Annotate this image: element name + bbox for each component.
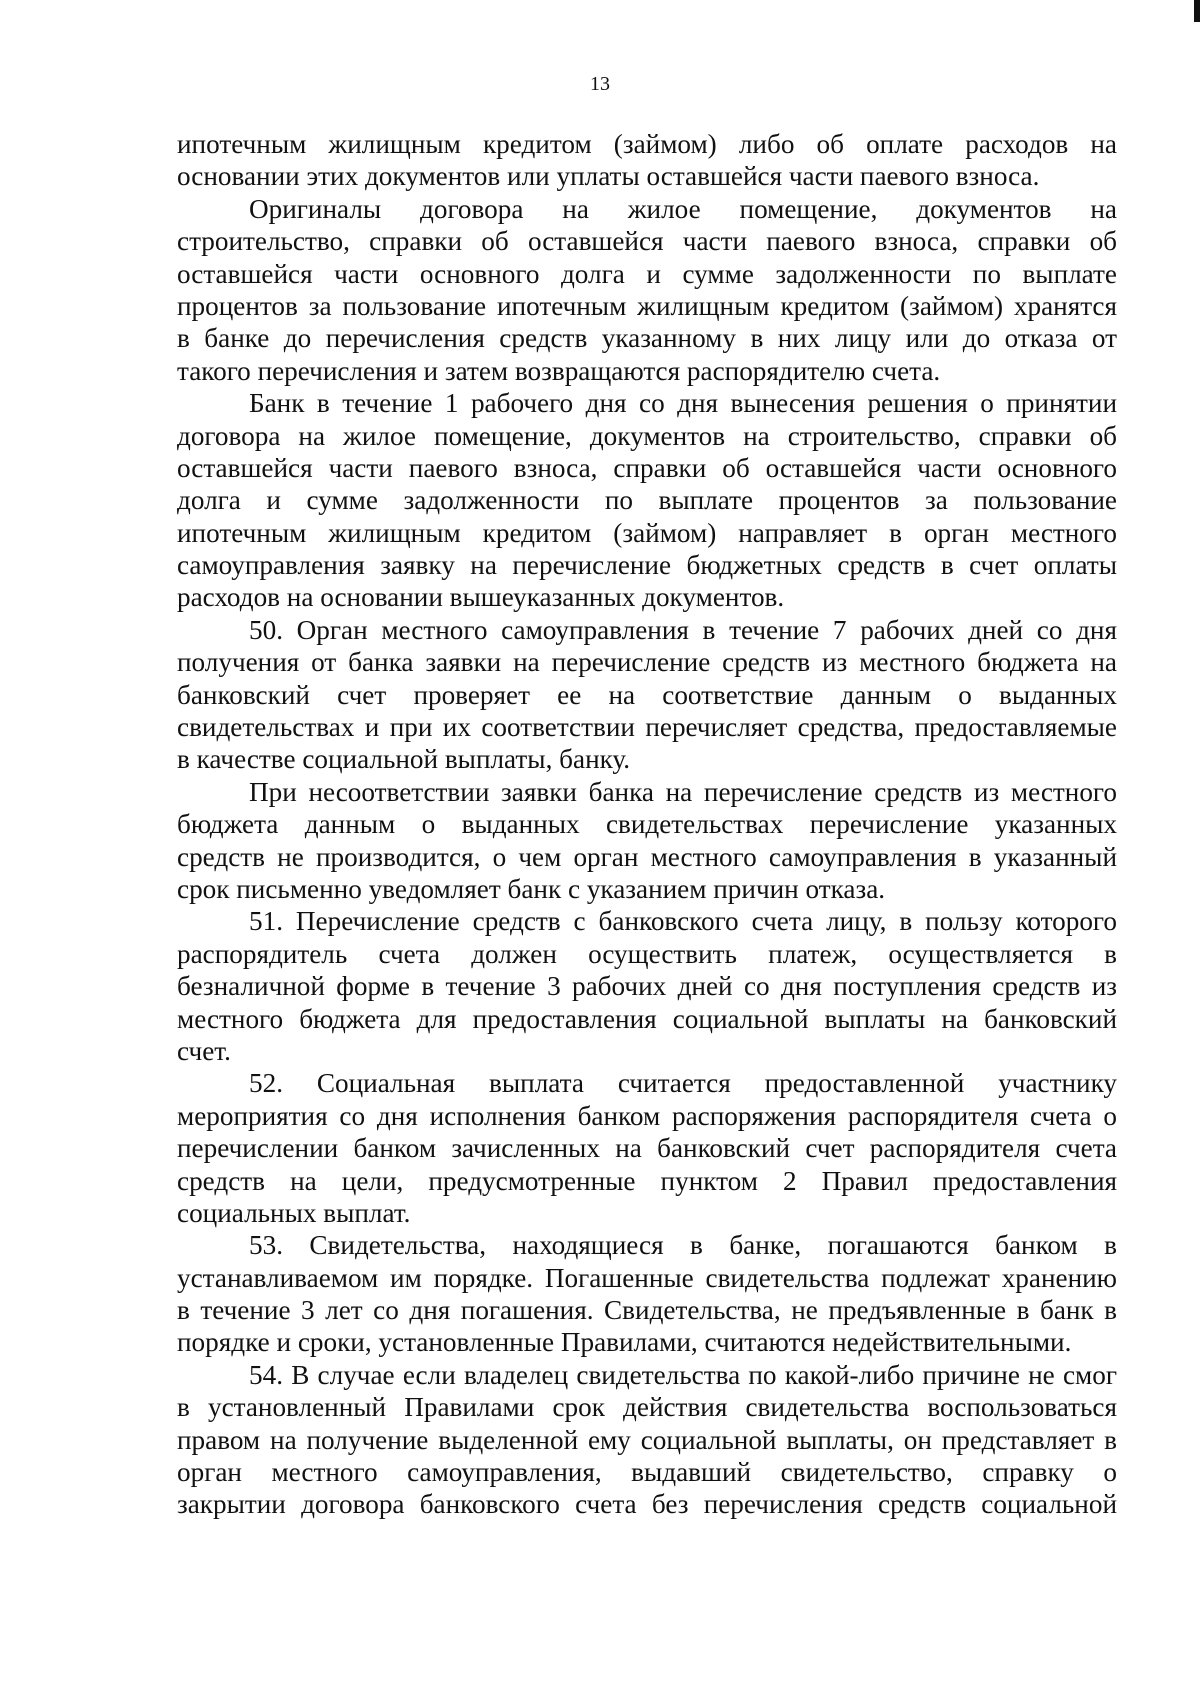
text-line: самоуправления заявку на перечисление бюджетных средств в счет оплаты [177, 550, 1117, 581]
document-body [177, 128, 1117, 1521]
text-line: долга и сумме задолженности по выплате процентов за пользование [177, 485, 1117, 516]
text-line: строительство, справки об оставшейся части паевого взноса, справки об [177, 226, 1117, 257]
text-line: банковский счет проверяет ее на соответствие данным о выданных [177, 679, 1117, 710]
text-line: расходов на основании вышеуказанных документов. [177, 582, 785, 613]
text-line: договора на жилое помещение, документов на строительство, справки об [177, 420, 1117, 451]
paragraph-item-51 [177, 905, 1117, 1067]
text-line: 52. Социальная выплата считается предоставленной участнику [249, 1068, 1117, 1099]
text-line: Банк в течение 1 рабочего дня со дня вынесения решения о принятии [249, 388, 1117, 419]
text-line: мероприятия со дня исполнения банком распоряжения распорядителя счета о [177, 1100, 1117, 1131]
paragraph-continuation [177, 128, 1117, 193]
text-line: порядке и сроки, установленные Правилами, считаются недействительными. [177, 1327, 1072, 1358]
text-line: в течение 3 лет со дня погашения. Свидетельства, не предъявленные в банк в [177, 1295, 1117, 1326]
text-line: орган местного самоуправления, выдавший свидетельство, справку о [177, 1457, 1117, 1488]
text-line: в установленный Правилами срок действия свидетельства воспользоваться [177, 1392, 1117, 1423]
paragraph-originals [177, 193, 1117, 387]
text-line: Оригиналы договора на жилое помещение, документов на [249, 193, 1117, 224]
text-line: такого перечисления и затем возвращаются распорядителю счета. [177, 355, 941, 386]
text-line: местного бюджета для предоставления социальной выплаты на банковский [177, 1003, 1117, 1034]
paragraph-item-50 [177, 614, 1117, 776]
text-line: ипотечным жилищным кредитом (займом) направляет в орган местного [177, 517, 1117, 548]
text-line: устанавливаемом им порядке. Погашенные свидетельства подлежат хранению [177, 1262, 1117, 1293]
paragraph-item-53 [177, 1229, 1117, 1359]
text-line: получения от банка заявки на перечисление средств из местного бюджета на [177, 647, 1117, 678]
text-line: перечислении банком зачисленных на банковский счет распорядителя счета [177, 1133, 1117, 1164]
scan-edge-mark [1194, 0, 1200, 22]
text-line: свидетельствах и при их соответствии перечисляет средства, предоставляемые [177, 712, 1117, 743]
text-line: распорядитель счета должен осуществить платеж, осуществляется в [177, 938, 1117, 969]
text-line: При несоответствии заявки банка на перечисление средств из местного [249, 776, 1117, 807]
text-line: оставшейся части основного долга и сумме задолженности по выплате [177, 258, 1117, 289]
text-line: безналичной форме в течение 3 рабочих дней со дня поступления средств из [177, 971, 1117, 1002]
paragraph-bank-request [177, 387, 1117, 614]
text-line: 53. Свидетельства, находящиеся в банке, погашаются банком в [249, 1230, 1117, 1261]
text-line: в банке до перечисления средств указанному в них лицу или до отказа от [177, 323, 1117, 354]
text-line: средств на цели, предусмотренные пунктом 2 Правил предоставления [177, 1165, 1117, 1196]
page-number: 13 [590, 73, 610, 95]
text-line: правом на получение выделенной ему социальной выплаты, он представляет в [177, 1424, 1117, 1455]
text-line: закрытии договора банковского счета без перечисления средств социальной [177, 1489, 1117, 1520]
text-line: бюджета данным о выданных свидетельствах перечисление указанных [177, 809, 1117, 840]
text-line: в качестве социальной выплаты, банку. [177, 744, 631, 775]
text-line: процентов за пользование ипотечным жилищным кредитом (займом) хранятся [177, 290, 1117, 321]
text-line: 54. В случае если владелец свидетельства по какой-либо причине не смог [249, 1359, 1117, 1390]
text-line: ипотечным жилищным кредитом (займом) либо об оплате расходов на [177, 129, 1117, 159]
text-line: основании этих документов или уплаты оставшейся части паевого взноса. [177, 161, 1040, 192]
paragraph-mismatch [177, 776, 1117, 906]
text-line: социальных выплат. [177, 1197, 411, 1228]
paragraph-item-52 [177, 1067, 1117, 1229]
text-line: 51. Перечисление средств с банковского счета лицу, в пользу которого [249, 906, 1117, 937]
text-line: оставшейся части паевого взноса, справки об оставшейся части основного [177, 452, 1117, 483]
text-line: средств не производится, о чем орган местного самоуправления в указанный [177, 841, 1117, 872]
text-line: 50. Орган местного самоуправления в течение 7 рабочих дней со дня [249, 614, 1117, 645]
paragraph-item-54 [177, 1359, 1117, 1521]
text-line: срок письменно уведомляет банк с указанием причин отказа. [177, 873, 886, 904]
text-line: счет. [177, 1035, 231, 1066]
